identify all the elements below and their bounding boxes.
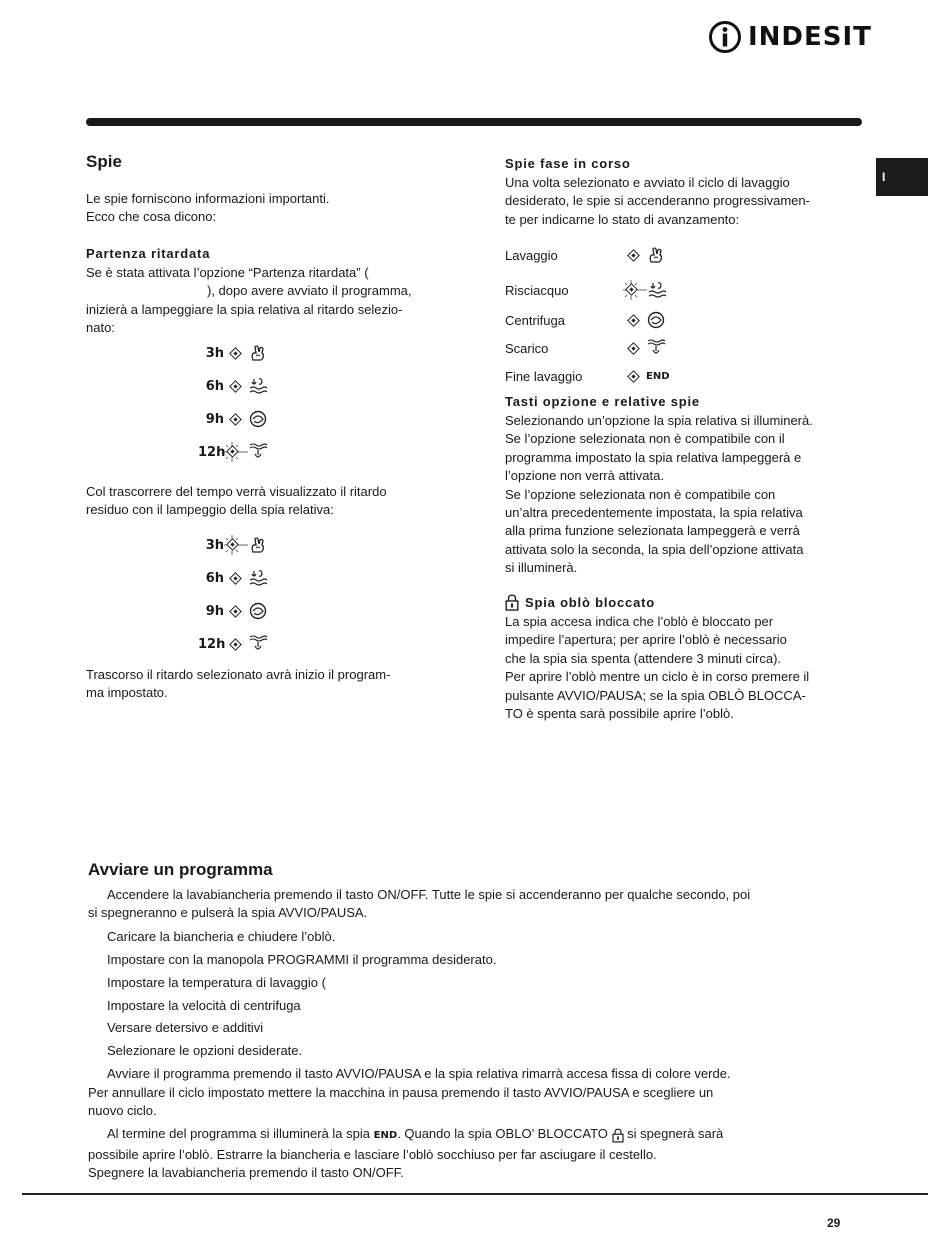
avviare-line: Spegnere la lavabiancheria premendo il tasto ON/OFF. xyxy=(88,1165,404,1181)
lock-icon xyxy=(612,1128,624,1143)
avviare-step: Impostare la temperatura di lavaggio ( xyxy=(107,974,326,990)
phase-centrifuga xyxy=(505,310,670,330)
partenza-line: nato: xyxy=(86,320,115,336)
avviare-line: nuovo ciclo. xyxy=(88,1103,157,1119)
led-icon xyxy=(229,347,242,360)
end-indicator: END xyxy=(646,370,670,382)
delay-indicator-6h xyxy=(198,376,268,396)
tasti-line: l’opzione non verrà attivata. xyxy=(505,468,664,484)
oblo-text xyxy=(505,613,867,723)
oblo-heading xyxy=(505,594,655,611)
phase-label: Risciacquo xyxy=(505,282,569,298)
residuo-text xyxy=(86,483,456,520)
fase-text xyxy=(505,174,865,229)
led-icon xyxy=(229,572,242,585)
delay-label: 12h xyxy=(198,444,226,460)
phase-risciacquo xyxy=(505,280,670,300)
avviare-line: si spegneranno e pulserà la spia AVVIO/PAUSA. xyxy=(88,905,368,921)
delay-label: 6h xyxy=(205,378,224,394)
language-tab xyxy=(876,158,928,196)
spie-intro xyxy=(86,190,456,227)
tasti-line: Selezionando un’opzione la spia relativa si illuminerà. xyxy=(505,413,813,428)
avviare-step: Impostare la velocità di centrifuga xyxy=(107,997,301,1013)
avviare-line: possibile aprire l’oblò. Estrarre la biancheria e lasciare l’oblò socchiuso per far asciugare il cestello. xyxy=(88,1146,657,1162)
delay-label: 9h xyxy=(205,411,224,427)
oblo-line: TO è spenta sarà possibile aprire l’oblò. xyxy=(505,706,734,722)
drain-icon xyxy=(248,442,268,462)
avviare-step: Caricare la biancheria e chiudere l’oblò. xyxy=(107,928,336,944)
oblo-line: Per aprire l’oblò mentre un ciclo è in corso premere il xyxy=(505,669,810,685)
led-icon xyxy=(229,605,242,618)
header-rule xyxy=(86,118,862,126)
spin-icon xyxy=(646,310,666,330)
avviare-step: Impostare con la manopola PROGRAMMI il programma desiderato. xyxy=(107,951,497,967)
avviare-line: Per annullare il ciclo impostato mettere la macchina in pausa premendo il tasto AVVIO/PAUSA e scegliere un xyxy=(88,1084,714,1100)
end-indicator: END xyxy=(373,1130,398,1142)
led-icon xyxy=(229,413,242,426)
residuo-line: residuo con il lampeggio della spia relativa: xyxy=(86,502,334,518)
page-number: 29 xyxy=(827,1216,841,1230)
delay-label: 6h xyxy=(205,570,224,586)
wash-hand-icon xyxy=(248,535,268,555)
delay-label: 3h xyxy=(205,537,224,553)
delay-label: 3h xyxy=(205,345,224,361)
phase-scarico xyxy=(505,338,670,358)
tasti-line: un’altra precedentemente impostata, la spia relativa xyxy=(505,505,803,521)
trascorso-text xyxy=(86,666,456,703)
delay-indicator-9h xyxy=(198,409,268,429)
led-blinking-icon xyxy=(623,280,647,300)
spin-icon xyxy=(248,409,268,429)
oblo-title: Spia oblò bloccato xyxy=(525,595,655,610)
residuo-line: Col trascorrere del tempo verrà visualizzato il ritardo xyxy=(86,484,387,499)
tasti-line: programma impostato la spia relativa lampeggerà e xyxy=(505,449,802,465)
drain-icon xyxy=(248,634,268,654)
tasti-text xyxy=(505,412,865,578)
fase-line: Una volta selezionato e avviato il ciclo di lavaggio xyxy=(505,175,790,190)
section-title-avviare: Avviare un programma xyxy=(88,860,273,879)
delay-indicator-12h xyxy=(198,442,268,462)
avviare-text: Al termine del programma si illuminerà la spia xyxy=(107,1126,370,1142)
delay-indicator-3h xyxy=(198,343,268,363)
avviare-text: . Quando la spia OBLO’ BLOCCATO xyxy=(397,1126,608,1142)
delay-indicators-residual xyxy=(198,535,268,654)
avviare-step: Versare detersivo e additivi xyxy=(107,1020,264,1036)
intro-line: Ecco che cosa dicono: xyxy=(86,209,217,225)
tasti-line: alla prima funzione selezionata lampeggerà e verrà xyxy=(505,523,800,539)
delay-indicator-6h xyxy=(198,568,268,588)
fase-line: desiderato, le spie si accenderanno progressivamen- xyxy=(505,193,810,209)
phase-fine-lavaggio xyxy=(505,366,670,386)
oblo-line: che la spia sia spenta (attendere 3 minuti circa). xyxy=(505,650,782,666)
tasti-line: Se l’opzione selezionata non è compatibile con il xyxy=(505,431,785,447)
avviare-body xyxy=(88,886,863,1183)
delay-label: 12h xyxy=(198,636,226,652)
fase-title: Spie fase in corso xyxy=(505,156,631,171)
lock-icon xyxy=(505,594,519,611)
fase-line: te per indicarne lo stato di avanzamento: xyxy=(505,211,740,227)
brand-name: INDESIT xyxy=(748,22,872,52)
footer-rule xyxy=(22,1193,928,1195)
partenza-line: inizierà a lampeggiare la spia relativa al ritardo selezio- xyxy=(86,301,403,317)
trascorso-line: Trascorso il ritardo selezionato avrà inizio il program- xyxy=(86,667,391,682)
trascorso-line: ma impostato. xyxy=(86,685,168,701)
partenza-line: Se è stata attivata l’opzione “Partenza ritardata” ( xyxy=(86,265,369,280)
avviare-text: si spegnerà sarà xyxy=(627,1126,724,1142)
led-icon xyxy=(627,342,640,355)
avviare-line xyxy=(88,1125,863,1145)
oblo-line: La spia accesa indica che l’oblò è bloccato per xyxy=(505,614,774,629)
led-icon xyxy=(229,380,242,393)
phase-label: Scarico xyxy=(505,340,549,356)
phase-label: Lavaggio xyxy=(505,247,558,263)
led-icon xyxy=(627,370,640,383)
led-icon xyxy=(627,314,640,327)
spin-icon xyxy=(248,601,268,621)
delay-label: 9h xyxy=(205,603,224,619)
tasti-line: Se l’opzione selezionata non è compatibile con xyxy=(505,486,776,502)
brand-logo xyxy=(708,20,872,54)
delay-indicators-selected xyxy=(198,343,268,462)
led-blinking-icon xyxy=(224,535,248,555)
tasti-title: Tasti opzione e relative spie xyxy=(505,394,700,409)
brand-logo-icon xyxy=(708,20,742,54)
language-tab-label: I xyxy=(882,170,886,184)
oblo-line: impedire l’apertura; per aprire l’oblò è necessario xyxy=(505,632,787,648)
delay-indicator-12h xyxy=(198,634,268,654)
oblo-line: pulsante AVVIO/PAUSA; se la spia OBLÒ BLOCCA- xyxy=(505,687,806,703)
rinse-icon xyxy=(248,376,268,396)
avviare-step: Selezionare le opzioni desiderate. xyxy=(107,1043,303,1059)
drain-icon xyxy=(646,338,666,358)
phase-list xyxy=(505,245,670,386)
delay-indicator-9h xyxy=(198,601,268,621)
wash-hand-icon xyxy=(248,343,268,363)
avviare-line: Accendere la lavabiancheria premendo il tasto ON/OFF. Tutte le spie si accenderanno per qualche secondo, poi xyxy=(107,887,751,902)
phase-label: Centrifuga xyxy=(505,312,565,328)
led-icon xyxy=(627,249,640,262)
phase-label: Fine lavaggio xyxy=(505,368,583,384)
partenza-text xyxy=(86,264,456,338)
rinse-icon xyxy=(248,568,268,588)
phase-lavaggio xyxy=(505,245,670,265)
led-icon xyxy=(229,638,242,651)
partenza-title: Partenza ritardata xyxy=(86,246,211,261)
section-title-spie: Spie xyxy=(86,152,122,171)
partenza-line: ), dopo avere avviato il programma, xyxy=(207,283,412,299)
avviare-line: Avviare il programma premendo il tasto AVVIO/PAUSA e la spia relativa rimarrà accesa fissa di colore verde. xyxy=(107,1066,731,1082)
tasti-line: si illuminerà. xyxy=(505,560,578,576)
tasti-line: attivata solo la seconda, la spia dell’opzione attivata xyxy=(505,541,804,557)
delay-indicator-3h xyxy=(198,535,268,555)
wash-hand-icon xyxy=(646,245,666,265)
led-blinking-icon xyxy=(224,442,248,462)
intro-line: Le spie forniscono informazioni importanti. xyxy=(86,191,330,206)
rinse-icon xyxy=(647,280,667,300)
